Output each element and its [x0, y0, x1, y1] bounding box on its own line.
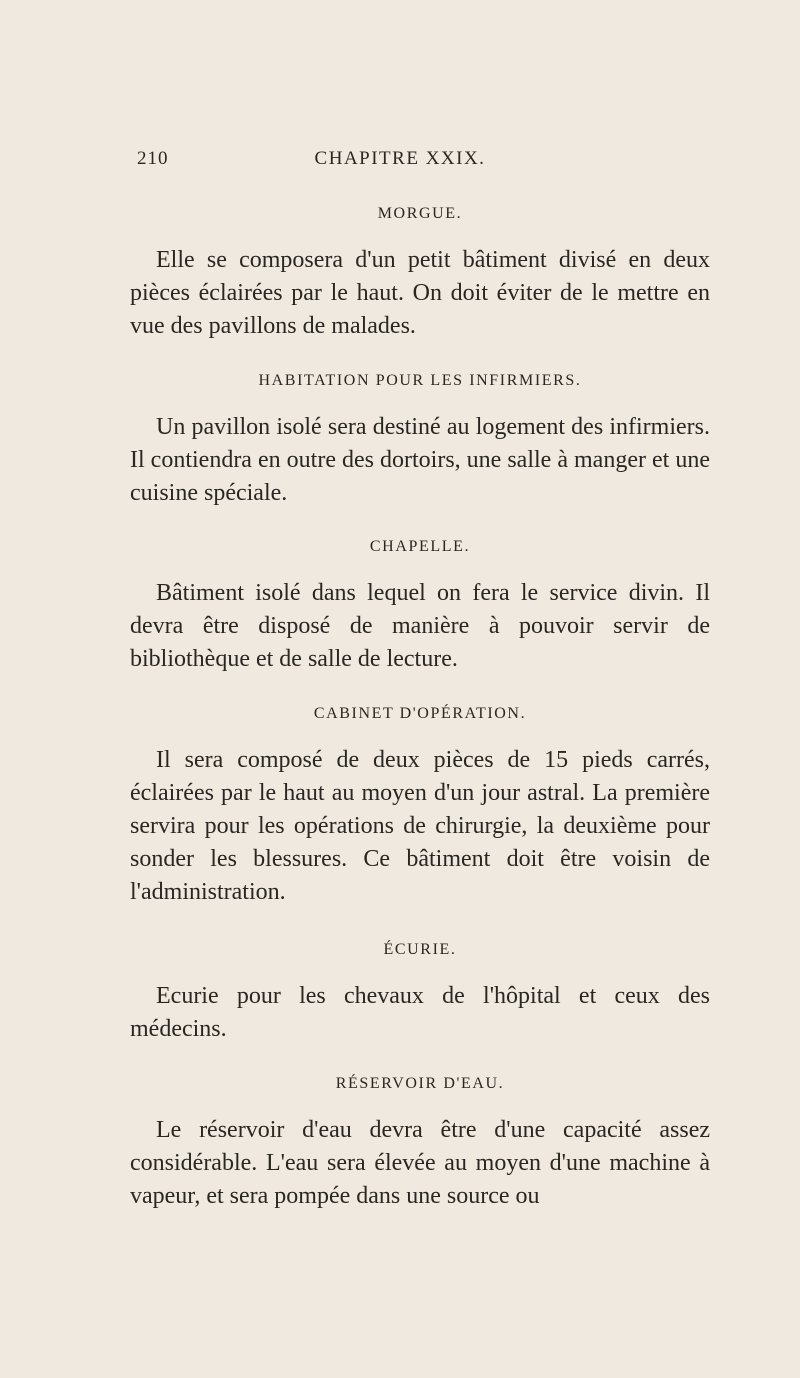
- section-paragraph: Ecurie pour les chevaux de l'hôpital et ceux des médecins.: [130, 983, 710, 1042]
- section-paragraph: Un pavillon isolé sera destiné au logement des infirmiers. Il contiendra en outre des dortoirs, une salle à manger et une cuisine spéciale.: [130, 414, 710, 506]
- section-morgue: [130, 204, 710, 343]
- running-head: CHAPITRE XXIX.: [314, 148, 486, 169]
- section-chapelle: [130, 537, 710, 676]
- section-heading: RÉSERVOIR D'EAU.: [335, 1075, 505, 1092]
- section-paragraph: Il sera composé de deux pièces de 15 pieds carrés, éclairées par le haut au moyen d'un jour astral. La première servira pour les opérations de chirurgie, la deuxième pour sonder les blessures. Ce bâtiment doit être voisin de l'administration.: [130, 747, 710, 905]
- section-paragraph: Le réservoir d'eau devra être d'une capacité assez considérable. L'eau sera élevée au moyen d'une machine à vapeur, et sera pompée dans une source ou: [130, 1117, 710, 1209]
- section-paragraph: Bâtiment isolé dans lequel on fera le service divin. Il devra être disposé de manière à pouvoir servir de bibliothèque et de salle de lecture.: [130, 580, 710, 672]
- section-cabinet-operation: [130, 704, 710, 909]
- section-reservoir-eau: [130, 1074, 710, 1213]
- section-habitation-infirmiers: [130, 371, 710, 510]
- section-paragraph: Elle se composera d'un petit bâtiment divisé en deux pièces éclairées par le haut. On doit éviter de le mettre en vue des pavillons de malades.: [130, 247, 710, 339]
- section-heading: MORGUE.: [377, 205, 463, 222]
- section-heading: CHAPELLE.: [369, 538, 471, 555]
- section-heading: ÉCURIE.: [383, 941, 457, 958]
- page-number: 210: [137, 148, 169, 169]
- page-header: [0, 148, 800, 178]
- section-heading: CABINET D'OPÉRATION.: [313, 705, 527, 722]
- section-heading: HABITATION POUR LES INFIRMIERS.: [258, 372, 582, 389]
- section-ecurie: [130, 940, 710, 1046]
